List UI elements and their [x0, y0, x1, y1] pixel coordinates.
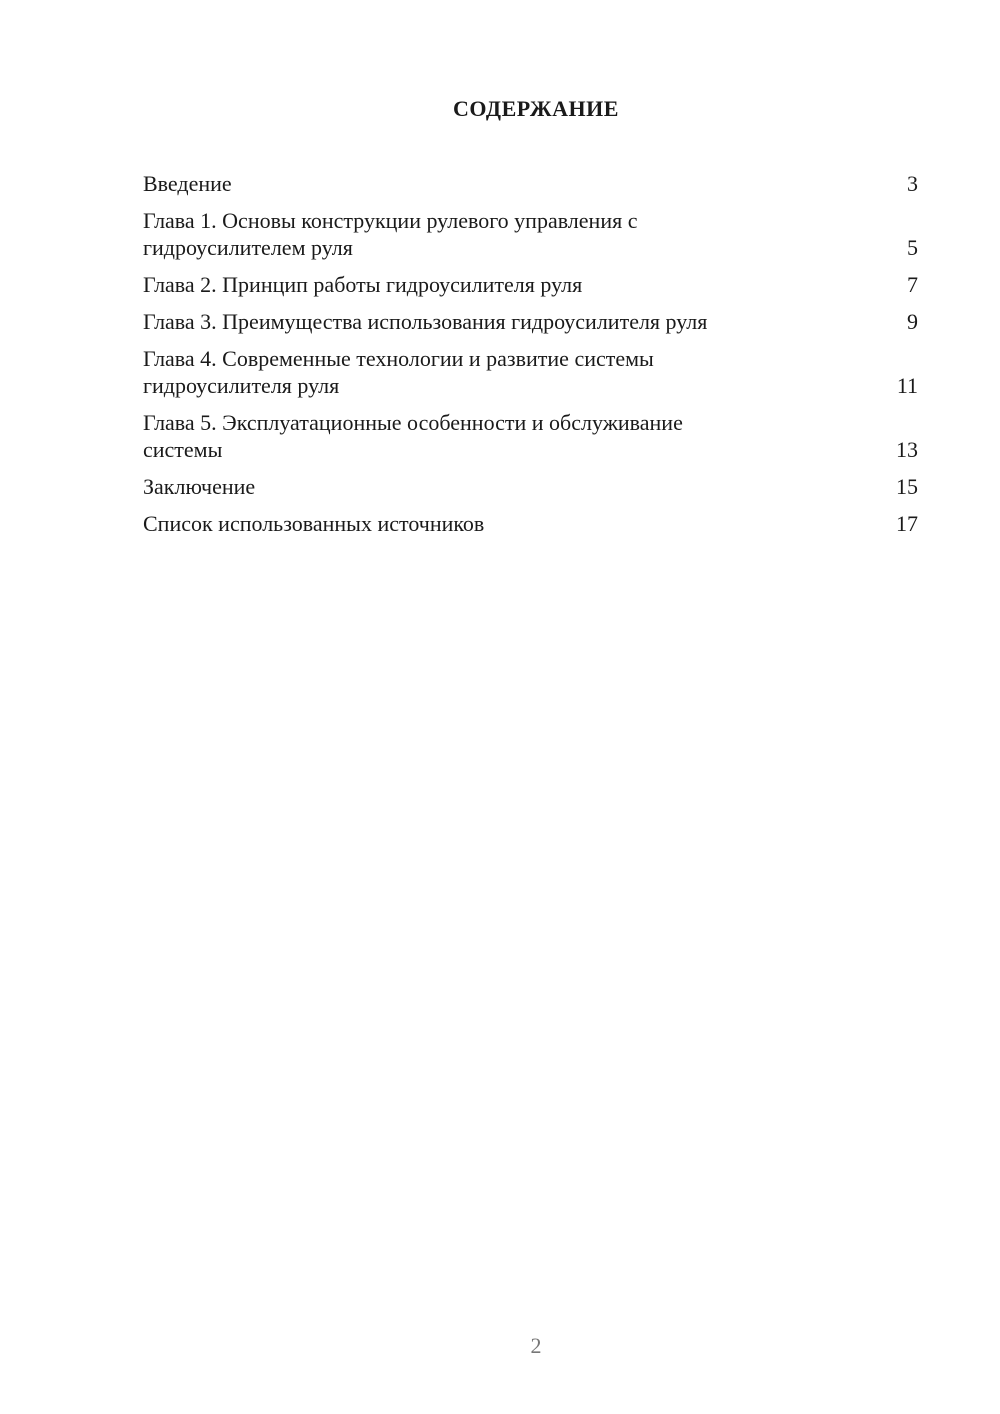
- toc-entry-chapter-5[interactable]: [143, 409, 918, 463]
- toc-entry-line: Глава 3. Преимущества использования гидроусилителя руля: [143, 309, 708, 334]
- toc-entry-label: [143, 345, 888, 399]
- toc-entry-page: 13: [896, 437, 918, 462]
- page-number: 2: [530, 1333, 542, 1358]
- table-of-contents: [143, 170, 918, 547]
- toc-entry-page: 11: [896, 373, 918, 398]
- toc-entry-label: [143, 510, 888, 537]
- toc-entry-page: 17: [896, 511, 918, 536]
- toc-entry-line: Глава 1. Основы конструкции рулевого управления с: [143, 208, 638, 233]
- toc-entry-label: [143, 207, 888, 261]
- toc-entry-page: 15: [896, 474, 918, 499]
- toc-entry-line: гидроусилителя руля: [143, 373, 340, 398]
- page-title: СОДЕРЖАНИЕ: [453, 96, 619, 121]
- toc-entry-line: гидроусилителем руля: [143, 235, 353, 260]
- toc-entry-line: Глава 4. Современные технологии и развитие системы: [143, 346, 654, 371]
- toc-entry-references[interactable]: [143, 510, 918, 537]
- toc-entry-label: [143, 271, 888, 298]
- toc-entry-line: Глава 5. Эксплуатационные особенности и обслуживание: [143, 410, 683, 435]
- toc-entry-page: 5: [907, 235, 918, 260]
- toc-entry-label: [143, 473, 888, 500]
- toc-entry-page: 3: [907, 171, 918, 196]
- toc-entry-line: Введение: [143, 171, 232, 196]
- toc-entry-page: 7: [907, 272, 918, 297]
- toc-entry-page: 9: [907, 309, 918, 334]
- toc-entry-chapter-3[interactable]: [143, 308, 918, 335]
- toc-entry-conclusion[interactable]: [143, 473, 918, 500]
- toc-entry-line: Список использованных источников: [143, 511, 485, 536]
- toc-entry-chapter-2[interactable]: [143, 271, 918, 298]
- toc-entry-label: [143, 308, 888, 335]
- toc-entry-chapter-4[interactable]: [143, 345, 918, 399]
- toc-entry-line: Заключение: [143, 474, 256, 499]
- toc-entry-introduction[interactable]: [143, 170, 918, 197]
- toc-entry-line: Глава 2. Принцип работы гидроусилителя руля: [143, 272, 583, 297]
- toc-entry-line: системы: [143, 437, 223, 462]
- toc-entry-label: [143, 409, 888, 463]
- toc-entry-chapter-1[interactable]: [143, 207, 918, 261]
- toc-entry-label: [143, 170, 888, 197]
